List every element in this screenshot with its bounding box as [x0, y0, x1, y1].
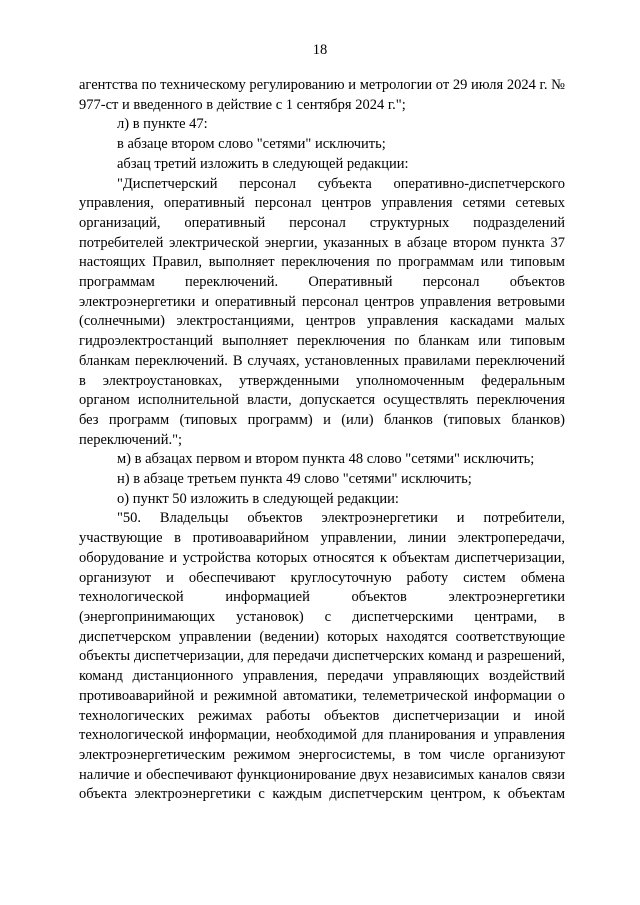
text-line: ветровыми (солнечными) электростанциями, центров управления	[79, 293, 565, 330]
text-line: управляющих воздействий противоаварийной и режимной автоматики,	[79, 668, 566, 704]
text-line: программ) и (или) бланков (типовых бланков) переключений.";	[79, 411, 566, 448]
text-line: оборудование и устройства которых относятся к объектам	[79, 549, 450, 566]
text-line: электроэнергетики с каждым диспетчерским центром, к объектам	[134, 786, 566, 803]
text-line: соответствующие объекты диспетчеризации, для передачи диспетчерских	[79, 628, 565, 665]
text-line: объектов диспетчеризации и иной технологической информации,	[79, 707, 566, 744]
text-line: абзац третий изложить в следующей редакции:	[117, 155, 409, 172]
paragraph-item-o	[79, 490, 565, 510]
text-line: л) в пункте 47:	[117, 116, 208, 133]
text-line: "50. Владельцы объектов электроэнергетики и потребители,	[117, 510, 565, 527]
document-body	[79, 76, 565, 805]
text-line: пункта 37 настоящих Правил, выполняет переключения по программам	[79, 234, 566, 271]
text-line: каскадами малых гидроэлектростанций выполняет переключения	[79, 313, 565, 350]
text-line: электроэнергетики и оперативный персонал центров управления	[79, 293, 492, 310]
paragraph-third-abzac	[79, 155, 565, 175]
page-number: 18	[312, 42, 328, 58]
text-line: н) в абзаце третьем пункта 49 слово "сетями" исключить;	[117, 471, 472, 488]
text-line: управления, оперативный персонал центров управления сетями сетевых	[79, 195, 565, 212]
text-line: власти, допускается осуществлять переключения без программ (типовых	[79, 392, 565, 428]
text-line: утвержденными уполномоченным федеральным органом исполнительной	[79, 372, 566, 409]
text-line: телеметрической информации о технологических режимах работы	[79, 687, 565, 724]
text-line: установленных правилами переключений в электроустановках,	[79, 352, 566, 389]
paragraph-dispatch-personnel	[79, 175, 565, 451]
text-line: необходимой для планирования и управления электроэнергетическим	[79, 727, 565, 763]
text-line: режимом энергосистемы, в том числе организуют наличие и обеспечивают	[79, 746, 566, 783]
paragraph-agency-continuation	[79, 76, 565, 115]
text-line: диспетчеризации, организуют и обеспечивают круглосуточную работу	[79, 549, 566, 586]
text-line: в диспетчерском управлении (ведении) которых находятся	[79, 608, 565, 645]
paragraph-point-50	[79, 509, 565, 805]
text-line: организаций, оперативный персонал структурных подразделений	[79, 214, 565, 231]
text-line: м) в абзацах первом и втором пункта 48 слово "сетями" исключить;	[117, 451, 535, 468]
text-line: в абзаце втором слово "сетями" исключить;	[117, 136, 386, 153]
text-line: о) пункт 50 изложить в следующей редакции:	[117, 490, 399, 507]
text-line: "Диспетчерский персонал субъекта оперативно-диспетчерского	[117, 175, 565, 192]
text-line: (энергопринимающих установок) с диспетчерскими центрами,	[79, 608, 538, 625]
paragraph-item-l	[79, 115, 565, 135]
text-line: участвующие в противоаварийном управлении, линии электропередачи,	[79, 530, 565, 547]
paragraph-item-m	[79, 450, 565, 470]
paragraph-remove-word	[79, 135, 565, 155]
text-line: команд и разрешений, команд дистанционного управления, передачи	[79, 648, 566, 685]
text-line: систем обмена технологической информацией объектов электроэнергетики	[79, 569, 565, 606]
text-line: от 29 июля 2024 г. № 977-ст и введенного в действие с 1 сентября 2024 г.";	[79, 77, 565, 113]
text-line: функционирование двух независимых каналов связи объекта	[79, 766, 565, 803]
text-line: потребителей электрической энергии, указанных в абзаце втором	[79, 234, 497, 251]
text-line: по бланкам или типовым бланкам переключений. В случаях,	[79, 333, 565, 369]
paragraph-item-n	[79, 470, 565, 490]
text-line: или типовым программам переключений. Оперативный персонал объектов	[79, 254, 565, 291]
text-line: агентства по техническому регулированию и метрологии	[79, 77, 433, 93]
